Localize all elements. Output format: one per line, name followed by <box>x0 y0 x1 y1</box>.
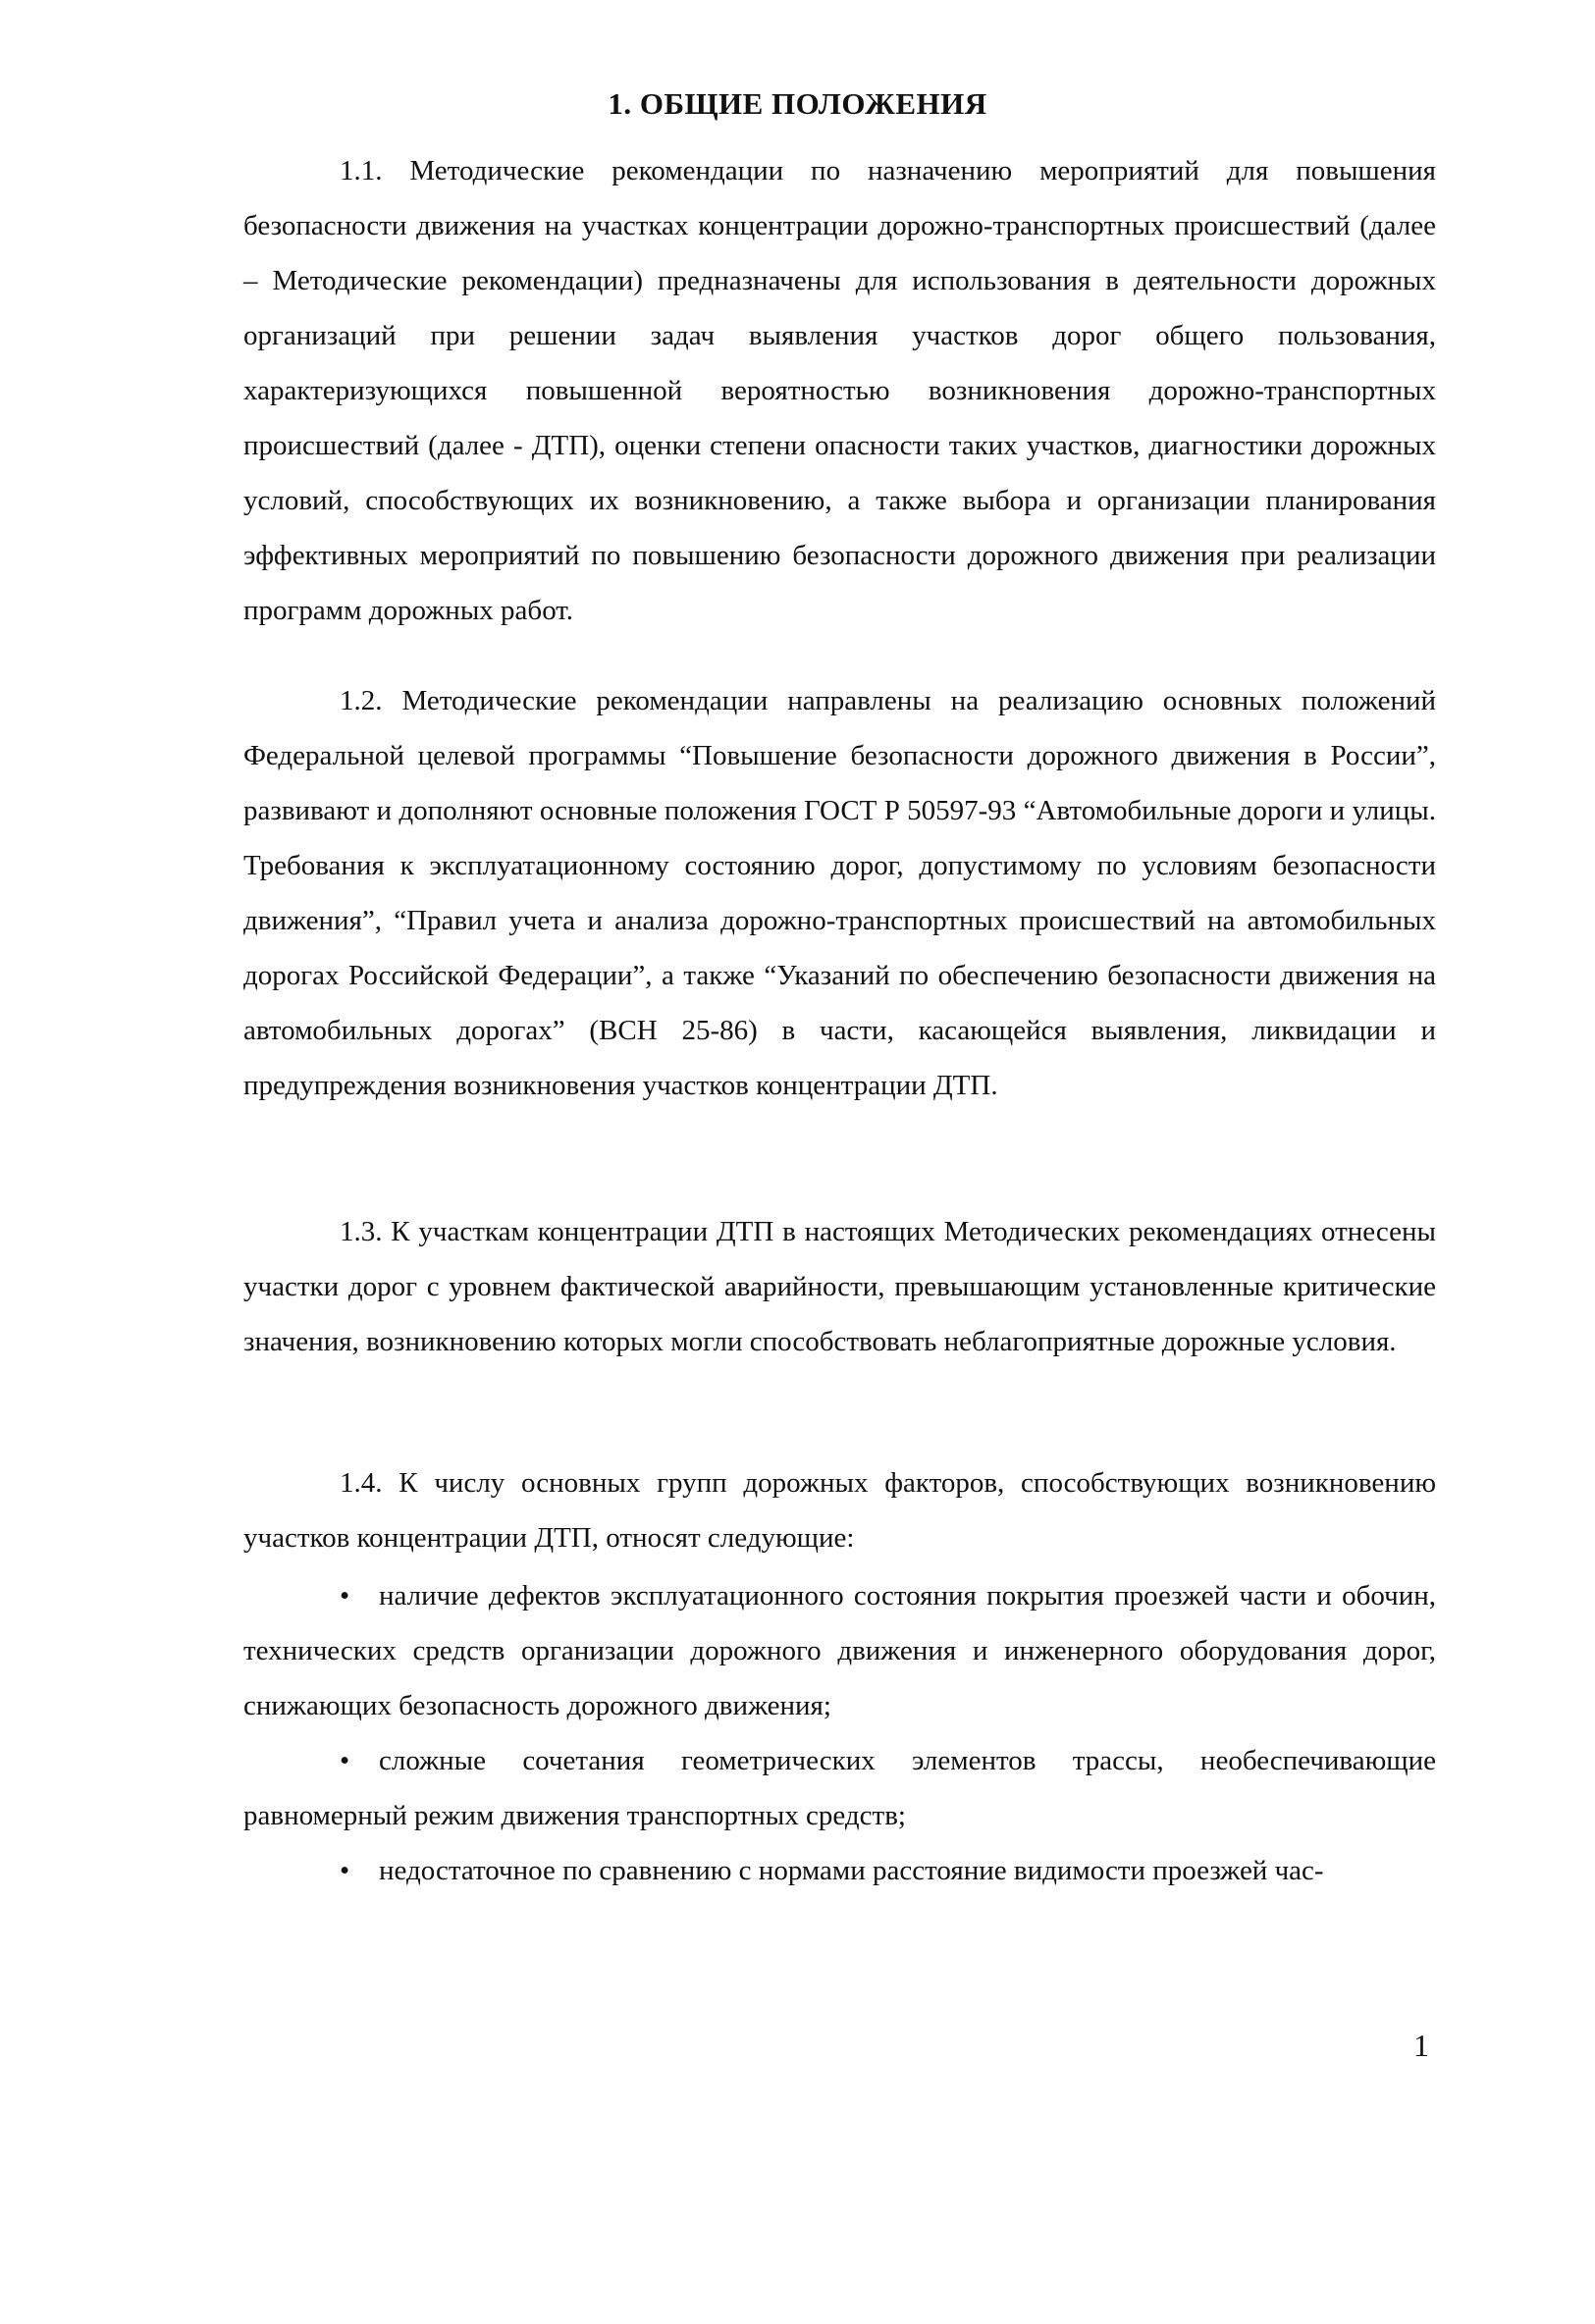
paragraph-1-4 <box>243 1455 1436 1565</box>
list-item-text: недостаточное по сравнению с нормами расстояние видимости проезжей час- <box>379 1855 1324 1886</box>
list-item <box>243 1568 1436 1733</box>
paragraph-number: 1.4. <box>340 1467 383 1499</box>
paragraph-number: 1.2. <box>340 685 383 716</box>
paragraph-text: Методические рекомендации направлены на реализацию основных положений Федеральной целевой программы “Повышение безопасности дорожного движения в России”, развивают и дополняют основные положения ГОСТ Р 50597-93 “Автомобильные дороги и улицы. Требования к эксплуатационному состоянию дорог, допустимому по условиям безопасности движения”, “Правил учета и анализа дорожно-транспортных происшествий на автомобильных дорогах Российской Федерации”, а также “Указаний по обеспечению безопасности движения на автомобильных дорогах” (ВСН 25-86) в части, касающейся выявления, ликвидации и предупреждения возникновения участков концентрации ДТП. <box>243 685 1436 1101</box>
list-item <box>243 1843 1436 1898</box>
paragraph-1-2 <box>243 673 1436 1113</box>
bullet-icon: • <box>340 1745 350 1776</box>
factor-list <box>243 1568 1436 1898</box>
section-title: 1. ОБЩИЕ ПОЛОЖЕНИЯ <box>608 86 987 121</box>
page-number: 1 <box>1413 2028 1429 2063</box>
paragraph-1-1 <box>243 143 1436 638</box>
paragraph-number: 1.3. <box>340 1216 383 1247</box>
list-item-text: сложные сочетания геометрических элементов трассы, необеспечивающие равномерный режим движения транспортных средств; <box>243 1745 1436 1831</box>
list-item <box>243 1733 1436 1843</box>
paragraph-text: К числу основных групп дорожных факторов, способствующих возникновению участков концентрации ДТП, относят следующие: <box>243 1467 1436 1554</box>
paragraph-text: К участкам концентрации ДТП в настоящих Методических рекомендациях отнесены участки дорог с уровнем фактической аварийности, превышающим установленные критические значения, возникновению которых могли способствовать неблагоприятные дорожные условия. <box>243 1216 1436 1357</box>
bullet-icon: • <box>340 1855 350 1886</box>
bullet-icon: • <box>340 1580 350 1611</box>
list-item-text: наличие дефектов эксплуатационного состояния покрытия проезжей части и обочин, технических средств организации дорожного движения и инженерного оборудования дорог, снижающих безопасность дорожного движения; <box>243 1580 1436 1721</box>
paragraph-1-3 <box>243 1204 1436 1369</box>
paragraph-text: Методические рекомендации по назначению мероприятий для повышения безопасности движения на участках концентрации дорожно-транспортных происшествий (далее – Методические рекомендации) предназначены для использования в деятельности дорожных организаций при решении задач выявления участков дорог общего пользования, характеризующихся повышенной вероятностью возникновения дорожно-транспортных происшествий (далее - ДТП), оценки степени опасности таких участков, диагностики дорожных условий, способствующих их возникновению, а также выбора и организации планирования эффективных мероприятий по повышению безопасности дорожного движения при реализации программ дорожных работ. <box>243 155 1437 626</box>
paragraph-number: 1.1. <box>340 155 383 186</box>
